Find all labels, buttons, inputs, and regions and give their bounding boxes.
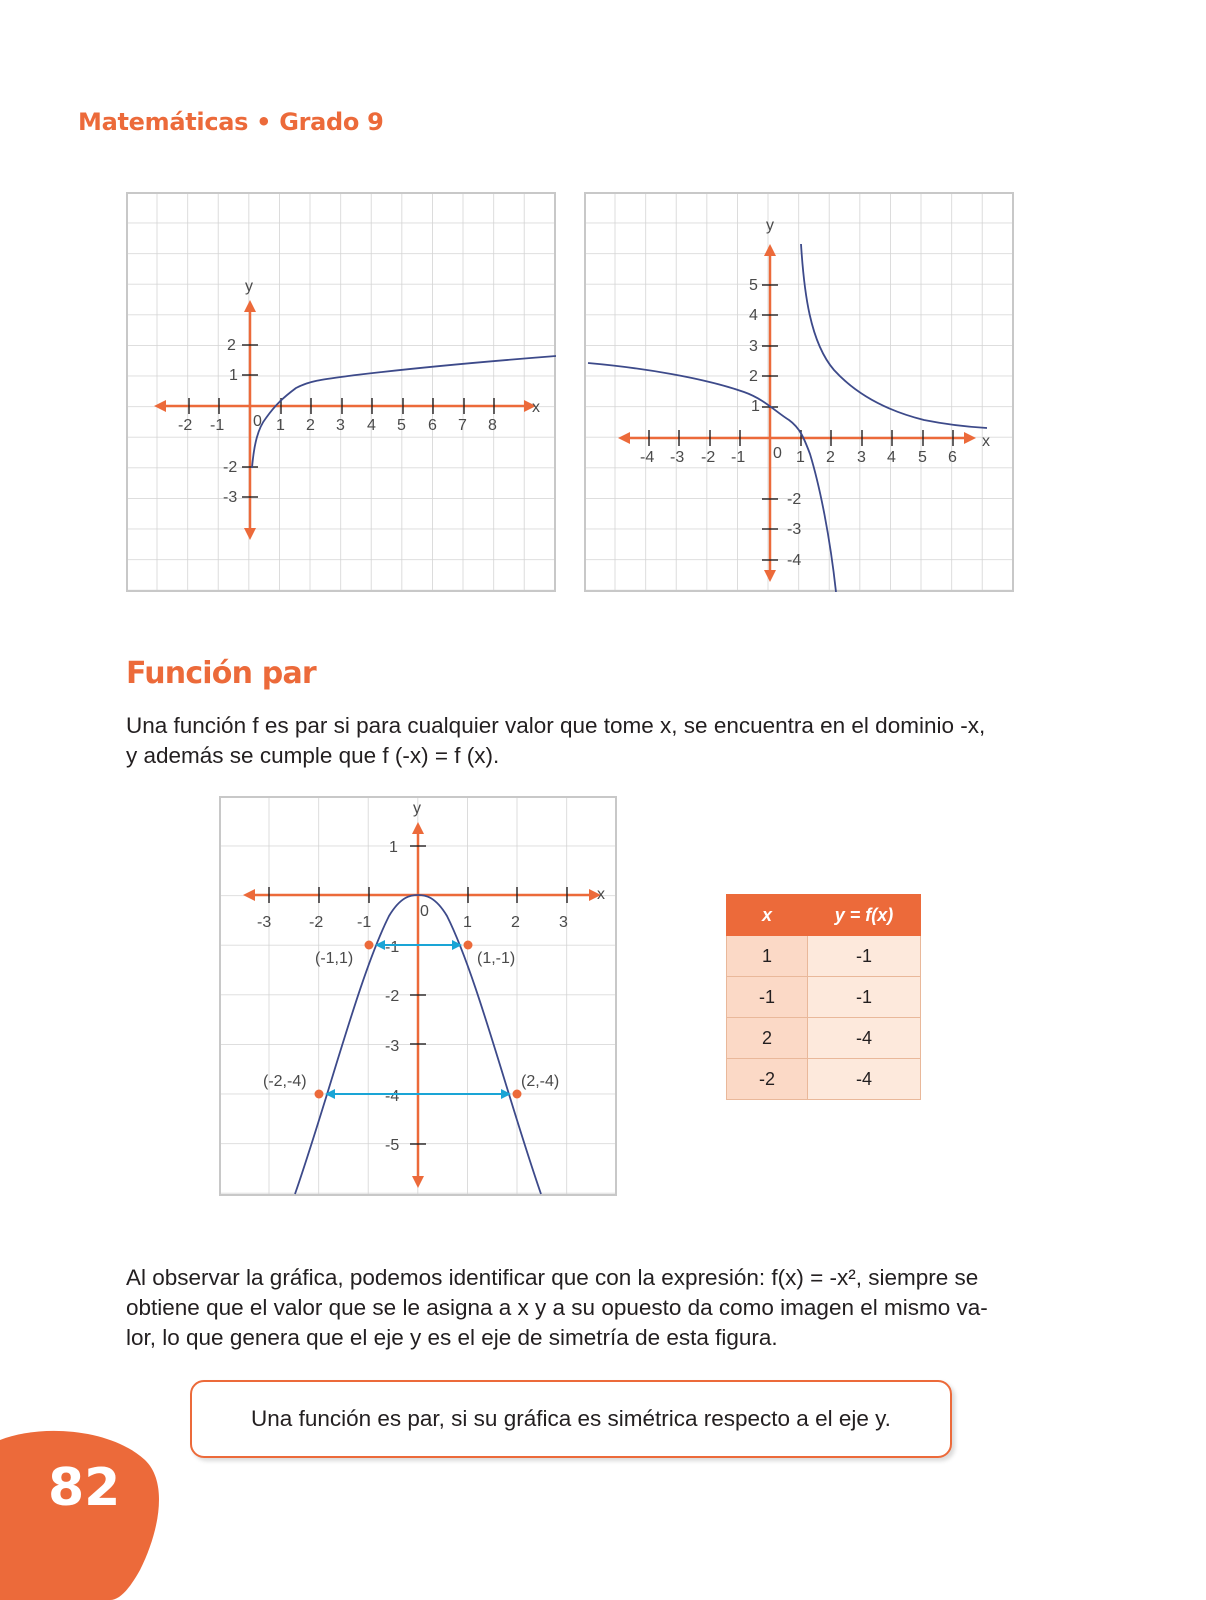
graph1-grid — [127, 193, 555, 591]
graph3-y-tick: -2 — [385, 988, 400, 1005]
table-cell-x: 2 — [727, 1018, 808, 1059]
graph-hyperbola — [584, 192, 1014, 592]
graph3-point-label: (-1,1) — [315, 950, 354, 967]
graph3-y-tick: -5 — [385, 1137, 400, 1154]
graph2-y-tick: -4 — [787, 552, 802, 569]
graph2-x-tick: 6 — [948, 449, 957, 466]
table-cell-x: -1 — [727, 977, 808, 1018]
table-header-row — [727, 895, 921, 936]
graph3-y-tick: -3 — [385, 1038, 400, 1055]
page-header — [78, 108, 384, 136]
definition-callout — [190, 1380, 952, 1458]
graph3-y-tick: 1 — [389, 839, 398, 856]
graph2-x-tick: 4 — [887, 449, 896, 466]
graph3-point-label: (2,-4) — [521, 1073, 560, 1090]
observation-paragraph — [126, 1263, 1026, 1353]
graph1-y-label: y — [245, 278, 253, 295]
graph2-x-tick: -1 — [731, 449, 746, 466]
graph1-y-tick: -2 — [223, 459, 238, 476]
graph3-x-tick: 3 — [559, 914, 568, 931]
graph3-point — [315, 1090, 324, 1099]
observation-line: lor, lo que genera que el eje y es el eje de simetría de esta figura. — [126, 1325, 778, 1350]
graph3-x-tick: -2 — [309, 914, 324, 931]
graph2-x-tick: 3 — [857, 449, 866, 466]
table-row — [727, 977, 921, 1018]
graph2-x-tick: -4 — [640, 449, 655, 466]
graph3-point-label: (1,-1) — [477, 950, 516, 967]
graph3-point — [365, 941, 374, 950]
table-cell-y: -1 — [808, 977, 921, 1018]
graph1-y-tick: 1 — [229, 367, 238, 384]
header-subject: Matemáticas — [78, 108, 249, 136]
table-header-x: x — [727, 895, 808, 936]
graph3-x-tick: -3 — [257, 914, 272, 931]
observation-line: Al observar la gráfica, podemos identificar que con la expresión: f(x) = -x², siempre se — [126, 1265, 979, 1290]
graph3-origin: 0 — [420, 903, 429, 920]
graph1-x-tick: 4 — [367, 417, 376, 434]
section-title: Función par — [126, 656, 316, 691]
graph1-x-tick: 8 — [488, 417, 497, 434]
table-cell-x: -2 — [727, 1059, 808, 1100]
table-cell-y: -1 — [808, 936, 921, 977]
graph2-y-tick: 1 — [751, 398, 760, 415]
graph3-point-label: (-2,-4) — [263, 1073, 307, 1090]
header-separator: • — [256, 108, 272, 136]
graph3-point — [513, 1090, 522, 1099]
graph2-y-tick: 2 — [749, 368, 758, 385]
graph3-y-tick: -1 — [385, 939, 400, 956]
table-cell-y: -4 — [808, 1059, 921, 1100]
table-header-y: y = f(x) — [808, 895, 921, 936]
graph2-y-tick: -3 — [787, 521, 802, 538]
graph2-x-tick: 2 — [826, 449, 835, 466]
graph2-x-tick: -3 — [670, 449, 685, 466]
values-table — [726, 894, 921, 1100]
graph1-origin: 0 — [253, 413, 262, 430]
graph1-x-tick: 3 — [336, 417, 345, 434]
table-cell-x: 1 — [727, 936, 808, 977]
graph-parabola — [219, 796, 617, 1196]
callout-text: Una función es par, si su gráfica es simétrica respecto a el eje y. — [251, 1406, 891, 1431]
graph1-x-tick: 2 — [306, 417, 315, 434]
graph2-origin: 0 — [773, 445, 782, 462]
graph1-x-tick: 7 — [458, 417, 467, 434]
graph3-x-label: x — [597, 886, 605, 903]
table-row — [727, 936, 921, 977]
graph3-x-tick: -1 — [357, 914, 372, 931]
definition-line: y además se cumple que f (-x) = f (x). — [126, 743, 500, 768]
graph2-y-tick: 4 — [749, 307, 758, 324]
graph1-y-tick: -3 — [223, 489, 238, 506]
graph1-x-tick: 1 — [276, 417, 285, 434]
definition-line: Una función f es par si para cualquier valor que tome x, se encuentra en el dominio -x, — [126, 713, 986, 738]
graph1-x-tick: -2 — [178, 417, 193, 434]
graph2-x-tick: -2 — [701, 449, 716, 466]
graph2-x-tick: 5 — [918, 449, 927, 466]
graph3-y-label: y — [413, 800, 421, 817]
graph2-y-label: y — [766, 217, 774, 234]
table-row — [727, 1018, 921, 1059]
graph3-y-tick: -4 — [385, 1088, 400, 1105]
graph3-point — [464, 941, 473, 950]
graph1-x-tick: 5 — [397, 417, 406, 434]
graph2-x-tick: 1 — [796, 449, 805, 466]
graph2-y-tick: 5 — [749, 277, 758, 294]
definition-paragraph — [126, 711, 1026, 771]
graph2-y-tick: -2 — [787, 491, 802, 508]
graph3-x-tick: 1 — [463, 914, 472, 931]
header-grade: Grado 9 — [279, 108, 384, 136]
page-number: 82 — [48, 1458, 121, 1518]
table-cell-y: -4 — [808, 1018, 921, 1059]
graph1-y-tick: 2 — [227, 337, 236, 354]
graph1-x-tick: 6 — [428, 417, 437, 434]
graph2-y-tick: 3 — [749, 338, 758, 355]
graph3-x-tick: 2 — [511, 914, 520, 931]
graph1-x-label: x — [532, 399, 540, 416]
graph1-x-tick: -1 — [210, 417, 225, 434]
observation-line: obtiene que el valor que se le asigna a x y a su opuesto da como imagen el mismo va- — [126, 1295, 988, 1320]
graph-logarithmic — [126, 192, 556, 592]
graph2-x-label: x — [982, 433, 990, 450]
table-row — [727, 1059, 921, 1100]
